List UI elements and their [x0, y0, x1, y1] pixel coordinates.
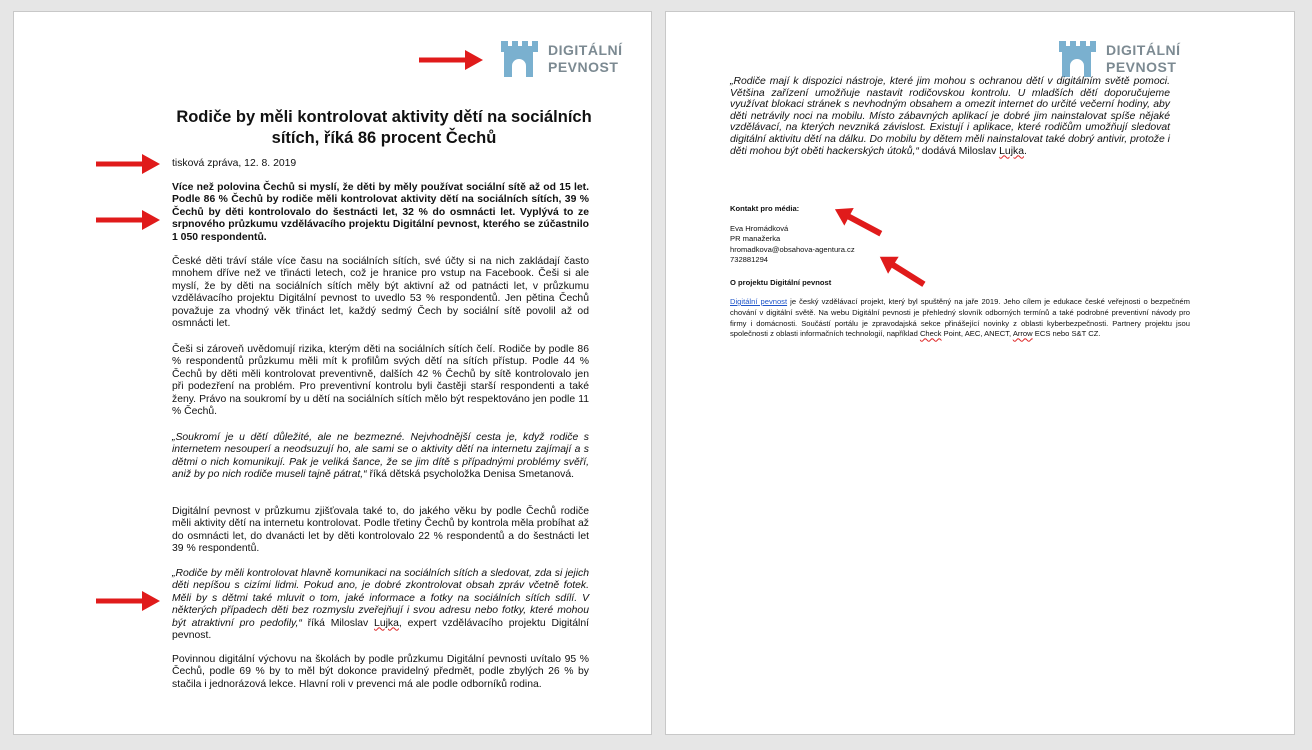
contact-role: PR manažerka [730, 234, 781, 244]
dateline: tisková zpráva, 12. 8. 2019 [172, 158, 297, 169]
about-text: je český vzdělávací projekt, který byl spuštěný na jaře 2019. Jeho cílem je edukace české veřejnosti o bezpečném chování v digitální světě. Na webu Digitální pevnosti je přehledný slovník odborných termínů a také podrobné preventivní návody pro firmy i domácnosti. Součástí portálu je zpravodajská sekce přinášející novinky z oblasti kyberbezpečnosti. Partnery projektu jsou společnosti z oblasti informačních technologií, například [730, 297, 1190, 339]
about-heading: O projektu Digitální pevnost [730, 278, 832, 287]
contact-phone: 732881294 [730, 254, 769, 264]
logo [498, 38, 623, 80]
quote-attribution: dodává Miloslav [918, 145, 1000, 157]
red-arrow-icon [417, 48, 485, 72]
author-name: Lujka [999, 145, 1024, 157]
castle-tower-icon [1056, 38, 1098, 80]
partner-name: Check [919, 329, 942, 339]
red-arrow-icon [94, 152, 162, 176]
about-text: ECS nebo S&T CZ. [1032, 329, 1101, 339]
quote-attribution: říká Miloslav [301, 617, 375, 629]
quote-paragraph [172, 568, 589, 642]
document-title: Rodiče by měli kontrolovat aktivity dětí na sociálních sítích, říká 86 procent Čechů [176, 108, 592, 147]
red-arrow-icon [826, 203, 888, 239]
body-paragraph: České děti tráví stále více času na sociálních sítích, své účty si na nich zakládají často mnohem dříve než ve třinácti letech, což je hranice pro vstup na Facebook. Češi si ale myslí, že by děti na sociálních sítích měly být aktivní až od patnácti let, v průzkumu vzdělávacího projektu Digitální pevnost to uvedlo 53 % respondentů. Jen pětina Čechů považuje za vhodný věk třináct let, každý sedmý Čech by sociální sítě povolil až od osmnácti let. [172, 256, 589, 330]
quote-attribution: říká dětská psycholožka Denisa Smetanová. [366, 469, 574, 481]
red-arrow-icon [870, 252, 932, 288]
quote-paragraph [172, 432, 589, 482]
logo-line-1: DIGITÁLNÍ [1106, 42, 1181, 58]
quote-text: „Soukromí je u dětí důležité, ale ne bezmezné. Nejvhodnější cesta je, když rodiče s internetem nesouperí a neodsuzují ho, ale sami se o aktivity dětí na internetu zajímají a s dětmi o nich komunikují. Pak je veliká šance, že se jim dítě s případnými problémy svěří, aniž by po nich rodiče museli tajně pátrat,“ [172, 432, 589, 481]
quote-attribution-end: , expert vzdělávacího projektu Digitální pevnost. [172, 617, 589, 642]
logo-line-1: DIGITÁLNÍ [548, 42, 623, 58]
quote-text: „Rodiče mají k dispozici nástroje, které jim mohou s ochranou dětí v digitálním světě pomoci. Většina zařízení umožňuje nastavit rodičovskou kontrolu. U mladších dětí doporučujeme využívat blokaci stránek s nevhodným obsahem a omezit internet do určité večerní hodiny, aby děti netrávily noci na mobilu. Místo zábavných aplikací je dobré jim nainstalovat spíše nějaké vzdělávací, na kterých nevzniká závislost. Existují i aplikace, které rodičům umožňují sledovat digitální aktivitu dětí na dálku. Do mobilu by dětem měli nainstalovat také dobrý antivir, protože i děti mohou být oběti hackerských útoků,“ [730, 76, 1170, 157]
quote-text: „Rodiče by měli kontrolovat hlavně komunikaci na sociálních sítích a sledovat, zda si jejich děti nepíšou s cizími lidmi. Pokud ano, je dobré zkontrolovat obsah zpráv včetně fotek. Měli by s dětmi také mluvit o tom, jaké informace a fotky na sociálních sítích sdílí. V některých případech děti bez rozmyslu zveřejňují i svou adresu nebo fotky, které mohou být atraktivní pro pedofily,“ [172, 568, 589, 629]
contact-name: Eva Hromádková [730, 224, 789, 233]
lead-paragraph: Více než polovina Čechů si myslí, že děti by měly používat sociální sítě až od 15 let. Podle 86 % Čechů by rodiče měli kontrolovat aktivity dětí na sociálních sítích, 39 % Čechů by děti kontrolovalo do šestnácti let, 32 % do osmnácti let. Vyplývá to ze srpnového průzkumu vzdělávacího projektu Digitální pevnost, kterého se zúčastnilo 1 050 respondentů. [172, 182, 589, 243]
logo [1056, 38, 1181, 80]
body-paragraph: Digitální pevnost v průzkumu zjišťovala také to, do jakého věku by podle Čechů rodiče měli aktivity dětí na internetu kontrolovat. Podle třetiny Čechů by kontrola měla probíhat až do osmnácti let, do dvanácti let by děti kontrolovalo 22 % respondentů a do šestnácti let 39 % respondentů. [172, 506, 589, 555]
author-name: Lujka [374, 617, 399, 629]
castle-tower-icon [498, 38, 540, 80]
logo-line-2: PEVNOST [1106, 59, 1177, 75]
logo-line-2: PEVNOST [548, 59, 619, 75]
red-arrow-icon [94, 208, 162, 232]
quote-end: . [1024, 145, 1027, 157]
quote-paragraph [730, 76, 1170, 157]
red-arrow-icon [94, 589, 162, 613]
partner-name: Arrow [1012, 329, 1033, 339]
contact-heading: Kontakt pro média: [730, 204, 800, 213]
about-text: Point, AEC, ANECT, [941, 329, 1013, 339]
contact-email: hromadkova@obsahova-agentura.cz [730, 244, 855, 254]
document-page-1 [14, 12, 651, 734]
about-paragraph [730, 297, 1190, 340]
body-paragraph: Povinnou digitální výchovu na školách by podle průzkumu Digitální pevnosti uvítalo 95 % Čechů, podle 69 % by to měl být dokonce pravidelný předmět, podle zbylých 26 % by stačila i jednorázová lekce. Hlavní roli v prevenci má ale podle odborníků rodina. [172, 654, 589, 690]
project-link[interactable]: Digitální pevnost [730, 297, 788, 306]
paragraph-text: Češi si zároveň uvědomují rizika, kterým děti na sociálních sítích čelí. Rodiče by podle 86 % respondentů průzkumu měli mít k profilům svých dětí na sítích přístup. Podle 44 % Čechů by děti měli kontrolovat preventivně, dalších 42 % Čechů by sítě kontrolovalo jen při podezření na problém. Pro preventivní kontrolu byli častěji starší respondenti a také ženy. Právo na soukromí by u dětí na sociálních sítích mělo být respektováno jen podle 11 % Čechů. [172, 344, 589, 418]
document-page-2 [666, 12, 1294, 734]
body-paragraph [172, 344, 589, 418]
